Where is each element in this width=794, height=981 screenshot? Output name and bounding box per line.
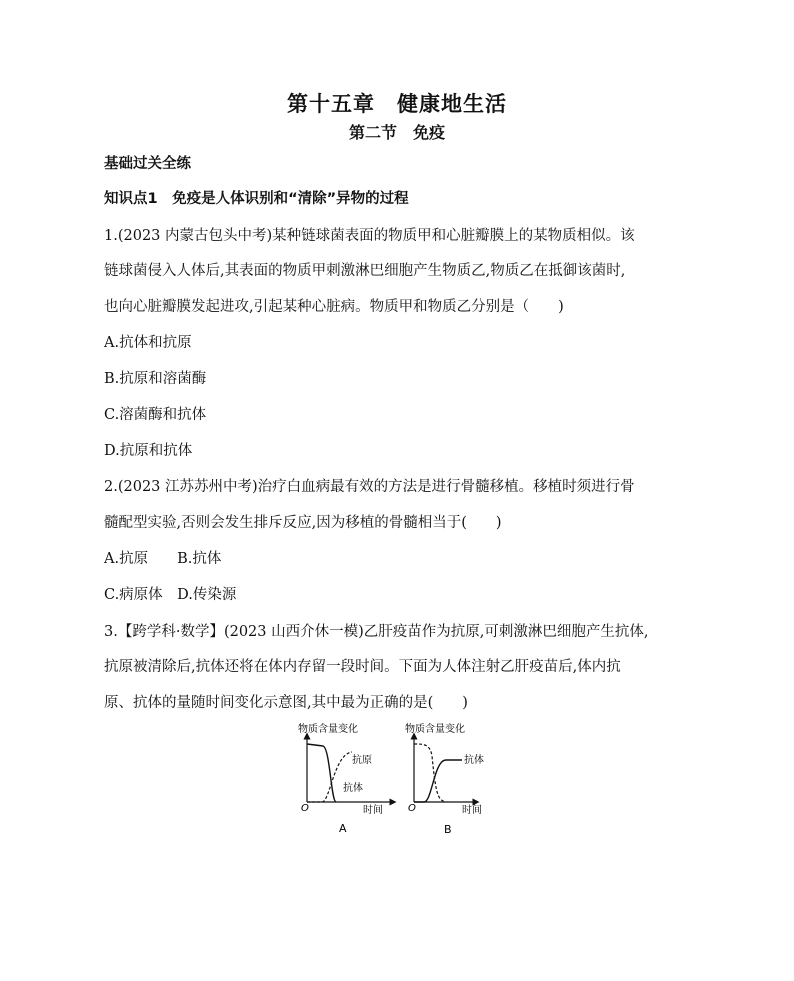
section-title: 第二节 免疫 bbox=[348, 123, 445, 142]
question-3-line-2: 抗原被清除后,抗体还将在体内存留一段时间。下面为人体注射乙肝疫苗后,体内抗 bbox=[104, 659, 621, 675]
panel-a-xlabel: 时间 bbox=[363, 805, 383, 816]
question-1-line-1: 1.(2023 内蒙古包头中考)某种链球菌表面的物质甲和心脏瓣膜上的某物质相似。该 bbox=[104, 228, 635, 244]
question-1-option-a: A.抗体和抗原 bbox=[104, 335, 192, 351]
question-2-options-cd: C.病原体 D.传染源 bbox=[104, 587, 237, 603]
question-1-option-b: B.抗原和溶菌酶 bbox=[104, 371, 207, 387]
panel-a-antigen-curve bbox=[307, 752, 352, 802]
question-2-line-2: 髓配型实验,否则会发生排斥反应,因为移植的骨髓相当于( ) bbox=[104, 515, 502, 531]
panel-a-antibody-curve bbox=[307, 744, 336, 802]
antigen-antibody-figure bbox=[290, 716, 510, 845]
question-3-line-3: 原、抗体的量随时间变化示意图,其中最为正确的是( ) bbox=[104, 695, 468, 711]
question-1-line-2: 链球菌侵入人体后,其表面的物质甲刺激淋巴细胞产生物质乙,物质乙在抵御该菌时, bbox=[104, 263, 626, 279]
question-2-options-ab: A.抗原 B.抗体 bbox=[104, 551, 222, 567]
chapter-title: 第十五章 健康地生活 bbox=[287, 92, 507, 116]
panel-b-origin: O bbox=[408, 803, 416, 814]
panel-b-graph bbox=[405, 722, 484, 836]
panel-b-ylabel: 物质含量变化 bbox=[405, 724, 465, 735]
section-heading: 基础过关全练 bbox=[104, 156, 191, 172]
panel-b-caption: B bbox=[444, 823, 452, 836]
knowledge-point-heading: 知识点1 免疫是人体识别和“清除”异物的过程 bbox=[104, 191, 409, 207]
panel-b-xlabel: 时间 bbox=[462, 805, 482, 816]
question-1-line-3: 也向心脏瓣膜发起进攻,引起某种心脏病。物质甲和物质乙分别是（ ) bbox=[104, 299, 564, 315]
panel-a-origin: O bbox=[301, 803, 309, 814]
panel-b-antibody-label: 抗体 bbox=[464, 755, 484, 766]
panel-a-graph bbox=[298, 722, 393, 835]
question-1-option-c: C.溶菌酶和抗体 bbox=[104, 407, 207, 423]
figure-svg bbox=[290, 716, 510, 841]
panel-b-antibody-curve bbox=[414, 760, 462, 802]
panel-a-antibody-label: 抗体 bbox=[343, 783, 363, 794]
panel-a-antigen-label: 抗原 bbox=[352, 755, 372, 766]
panel-a-caption: A bbox=[339, 822, 347, 835]
question-1-option-d: D.抗原和抗体 bbox=[104, 443, 193, 459]
question-2-line-1: 2.(2023 江苏苏州中考)治疗白血病最有效的方法是进行骨髓移植。移植时须进行骨 bbox=[104, 479, 635, 495]
panel-a-ylabel: 物质含量变化 bbox=[298, 724, 358, 735]
question-3-line-1: 3.【跨学科·数学】(2023 山西介休一模)乙肝疫苗作为抗原,可刺激淋巴细胞产生抗体, bbox=[104, 624, 649, 640]
